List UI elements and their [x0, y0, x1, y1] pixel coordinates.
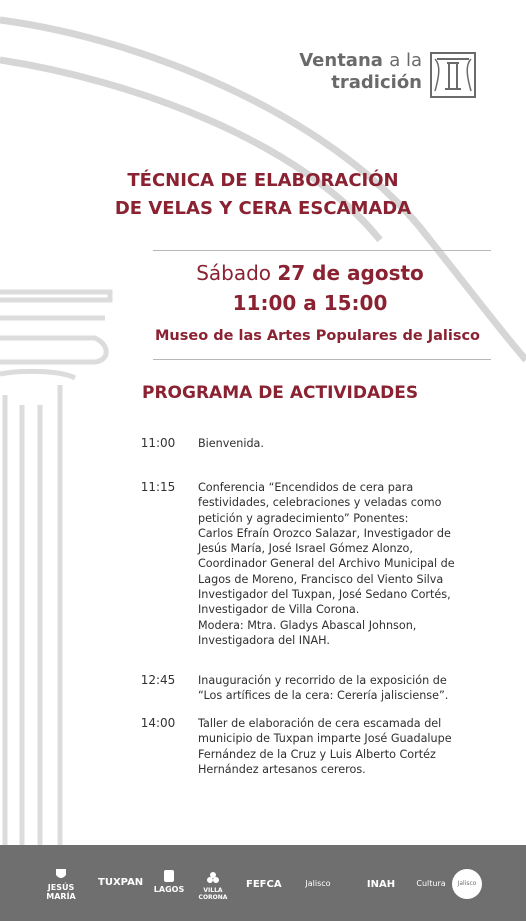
logo-lagos [153, 869, 185, 894]
logo-jalisco-tierra [290, 879, 346, 888]
activity-line: Investigador del Tuxpan, José Sedano Cortés, [198, 588, 451, 602]
activity-description [198, 716, 488, 777]
brand-word-ventana: Ventana [299, 50, 383, 71]
event-venue: Museo de las Artes Populares de Jalisco [155, 328, 481, 344]
logo-jalisco-gobierno [452, 869, 482, 899]
activity-description [198, 436, 488, 451]
logo-text: JESÚS MARÍA [46, 883, 76, 901]
event-day: Sábado [196, 261, 272, 285]
logo-villa-corona [190, 871, 236, 901]
event-title [0, 167, 526, 223]
brand-word-tradicion: tradición [331, 72, 422, 93]
brand-logo-block [282, 50, 482, 102]
activity-time: 11:15 [140, 480, 176, 494]
logo-text: VILLA CORONA [198, 887, 228, 901]
activity-line: Investigadora del INAH. [198, 633, 330, 647]
logo-inah [356, 879, 406, 890]
event-time: 11:00 a 15:00 [232, 291, 388, 315]
activity-time: 11:00 [140, 436, 176, 450]
logo-jesus-maria [38, 867, 84, 901]
activity-line: festividades, celebraciones y veladas como [198, 496, 442, 510]
activity-line: Taller de elaboración de cera escamada del [198, 717, 442, 730]
activity-description [198, 673, 488, 704]
divider-bottom [153, 359, 491, 360]
activity-time: 12:45 [140, 673, 176, 687]
logo-text: LAGOS [153, 885, 185, 894]
logo-fefca [246, 879, 282, 890]
crest-icon [54, 867, 68, 881]
logo-tuxpan [98, 877, 144, 888]
activity-line: Hernández artesanos cereros. [198, 762, 366, 776]
activity-line: Conferencia “Encendidos de cera para [198, 481, 414, 494]
activity-line: petición y agradecimiento” Ponentes: [198, 511, 409, 525]
sponsor-footer [0, 845, 526, 921]
activity-line: Coordinador General del Archivo Municipal de [198, 557, 455, 571]
activity-time: 14:00 [140, 716, 176, 730]
flower-icon [206, 871, 220, 885]
activity-description [198, 480, 488, 648]
activity-line: Bienvenida. [198, 437, 264, 450]
activity-line: municipio de Tuxpan imparte José Guadalupe [198, 732, 452, 746]
logo-text: Cultura [416, 879, 446, 888]
event-title-line1: TÉCNICA DE ELABORACIÓN [127, 170, 399, 191]
divider-top [153, 250, 491, 251]
logo-text: Jalisco [305, 879, 331, 888]
activity-line: Modera: Mtra. Gladys Abascal Johnson, [198, 618, 417, 632]
activity-line: Fernández de la Cruz y Luis Alberto Cortéz [198, 747, 436, 761]
window-column-logo-icon [429, 51, 477, 99]
activity-line: Carlos Efraín Orozco Salazar, Investigador de [198, 526, 451, 540]
activity-line: Lagos de Moreno, Francisco del Viento Silva [198, 572, 444, 586]
activity-line: Inauguración y recorrido de la exposición de [198, 674, 447, 687]
event-date [0, 258, 526, 288]
logo-cultura [414, 879, 448, 888]
brand-wordmark [282, 50, 422, 94]
activity-line: Investigador de Villa Corona. [198, 603, 360, 617]
event-date-value: 27 de agosto [277, 261, 424, 285]
event-title-line2: DE VELAS Y CERA ESCAMADA [114, 198, 412, 219]
logo-text: Jalisco [457, 880, 477, 887]
brand-word-a-la: a la [389, 50, 422, 71]
logo-text: TUXPAN [98, 877, 144, 888]
activity-line: “Los artífices de la cera: Cerería jalisciense”. [198, 689, 449, 703]
activity-line: Jesús María, José Israel Gómez Alonzo, [198, 542, 413, 556]
logo-text: INAH [366, 879, 396, 890]
program-title: PROGRAMA DE ACTIVIDADES [142, 383, 419, 403]
logo-text: FEFCA [246, 879, 282, 890]
crest-icon [162, 869, 176, 883]
